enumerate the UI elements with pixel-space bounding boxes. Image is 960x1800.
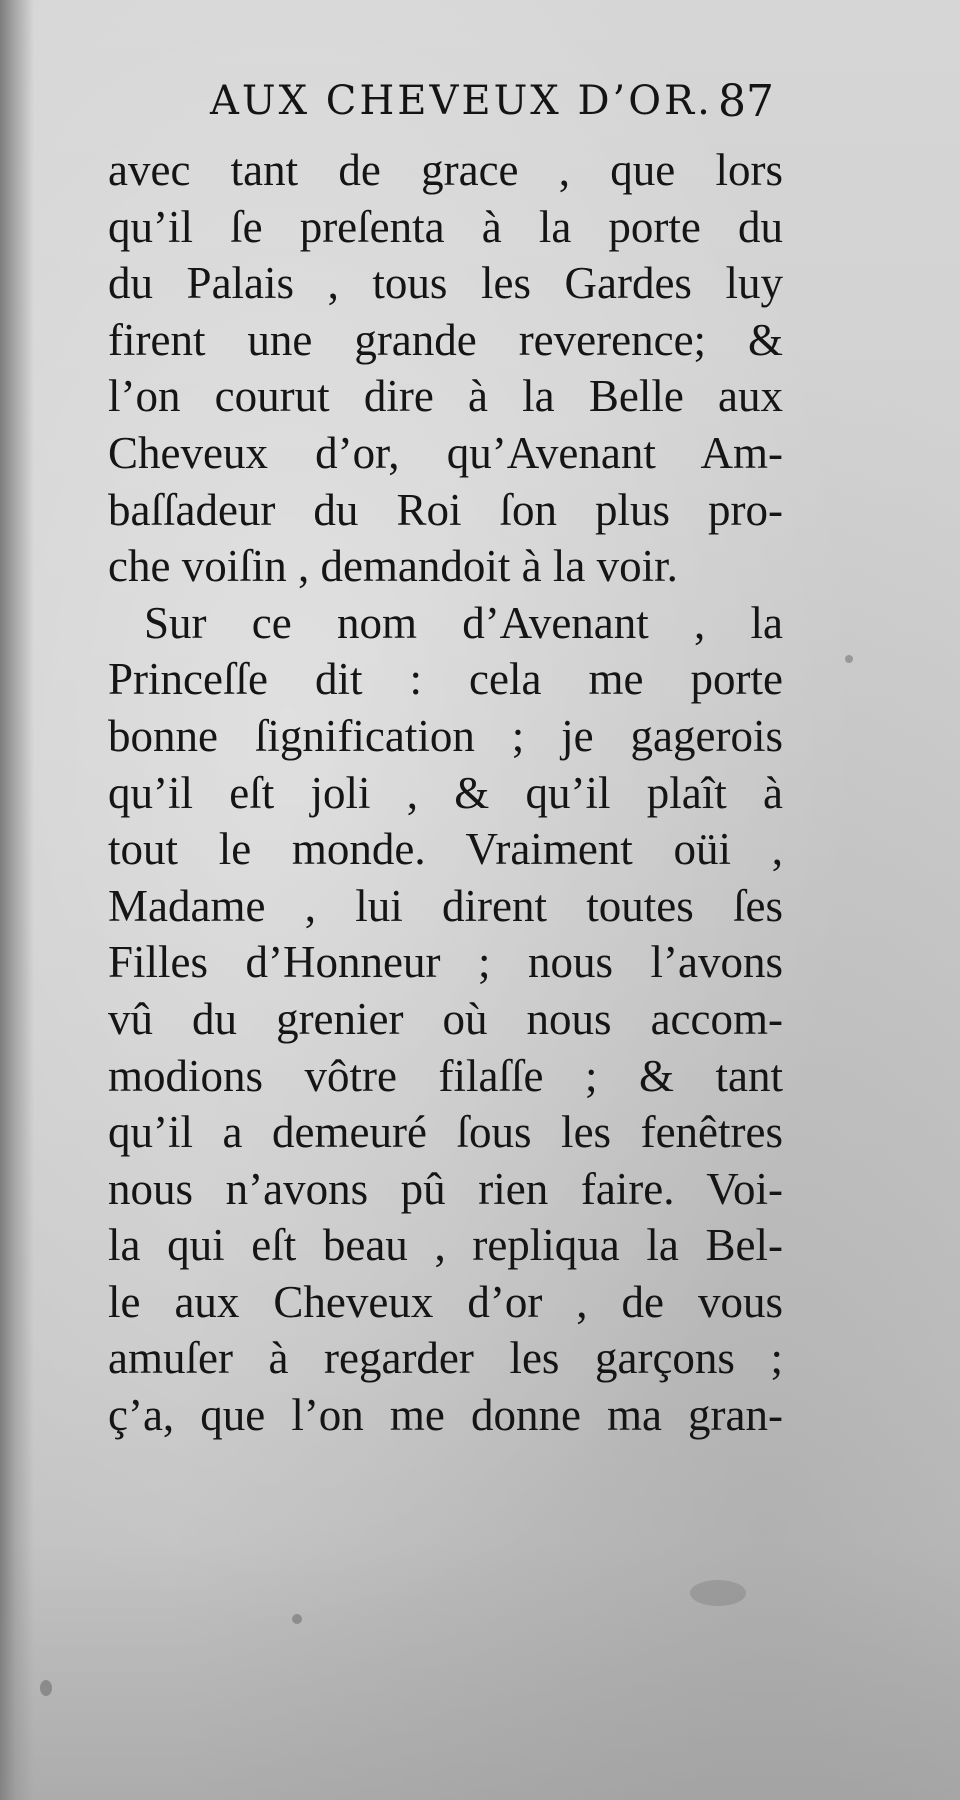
text-line: avec tant de grace , que lors — [108, 145, 783, 195]
body-text — [108, 142, 783, 1444]
running-title: AUX CHEVEUX D’OR. — [210, 78, 713, 124]
text-line: che voiſin , demandoit à la voir. — [108, 541, 678, 592]
text-line: l’on courut dire à la Belle aux — [108, 371, 783, 422]
page-gutter-shadow — [0, 0, 34, 1800]
text-line: du Palais , tous les Gardes luy — [108, 258, 783, 309]
text-line: Princeſſe dit : cela me porte — [108, 654, 783, 705]
text-line: qu’il a demeuré ſous les fenêtres — [108, 1107, 783, 1158]
ink-speck — [845, 655, 853, 663]
text-line: nous n’avons pû rien faire. Voi- — [108, 1163, 783, 1214]
text-line: vû du grenier où nous accom- — [108, 993, 783, 1044]
text-line: Sur ce nom d’Avenant , la — [144, 597, 783, 648]
page-bottom-wear — [0, 1540, 960, 1800]
ink-speck — [292, 1614, 302, 1624]
text-line: qu’il eſt joli , & qu’il plaît à — [108, 767, 783, 818]
text-line: qu’il ſe preſenta à la porte du — [108, 201, 783, 252]
ink-speck — [690, 1580, 746, 1606]
text-line: tout le monde. Vraiment oüi , — [108, 824, 783, 875]
page-number: 87 — [718, 76, 774, 127]
text-line: modions vôtre filaſſe ; & tant — [108, 1050, 783, 1101]
text-line: la qui eſt beau , repliqua la Bel- — [108, 1220, 783, 1271]
text-line: le aux Cheveux d’or , de vous — [108, 1276, 783, 1327]
text-line: Filles d’Honneur ; nous l’avons — [108, 937, 783, 988]
text-line: firent une grande reverence; & — [108, 314, 783, 365]
text-line: amuſer à regarder les garçons ; — [108, 1333, 783, 1384]
text-line: bonne ſignification ; je gagerois — [108, 710, 783, 761]
text-line: baſſadeur du Roi ſon plus pro- — [108, 484, 783, 535]
ink-speck — [40, 1680, 52, 1696]
text-line: Cheveux d’or, qu’Avenant Am- — [108, 427, 783, 478]
text-line: Madame , lui dirent toutes ſes — [108, 880, 783, 931]
text-line: ç’a, que l’on me donne ma gran- — [108, 1390, 783, 1441]
